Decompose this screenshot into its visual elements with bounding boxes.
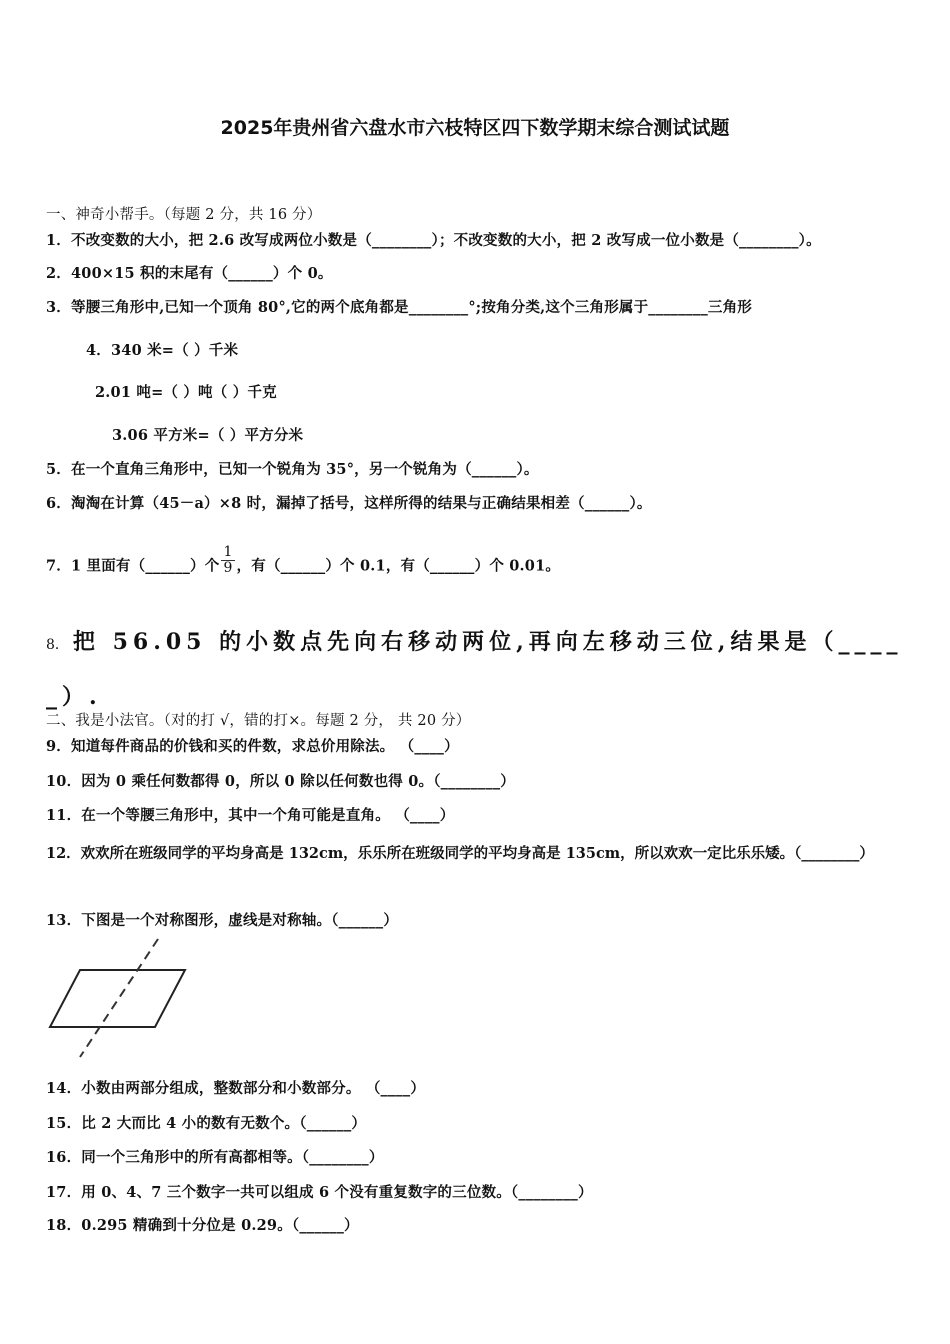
- fraction-one-ninth: [221, 545, 234, 576]
- question-18: 18．0.295 精确到十分位是 0.29。（______）: [46, 1217, 359, 1234]
- question-16: 16．同一个三角形中的所有高都相等。（________）: [46, 1149, 384, 1166]
- question-10: 10．因为 0 乘任何数都得 0，所以 0 除以任何数也得 0。（________）: [46, 773, 515, 790]
- question-8: [46, 616, 906, 723]
- question-5: 5．在一个直角三角形中，已知一个锐角为 35°，另一个锐角为（______）。: [46, 461, 539, 478]
- question-8-number: 8．: [46, 637, 69, 653]
- question-14: 14．小数由两部分组成，整数部分和小数部分。 （____）: [46, 1080, 426, 1097]
- question-7-part2: ，有（______）个 0.1，有（______）个 0.01。: [236, 557, 561, 575]
- page-title: 2025年贵州省六盘水市六枝特区四下数学期末综合测试试题: [220, 117, 730, 139]
- question-13: 13．下图是一个对称图形，虚线是对称轴。（______）: [46, 912, 399, 929]
- question-2: 2．400×15 积的末尾有（______）个 0。: [46, 265, 333, 282]
- parallelogram-shape: [50, 970, 185, 1027]
- question-3: 3．等腰三角形中,已知一个顶角 80°,它的两个底角都是________°;按角分类,这个三角形属于________三角形: [46, 299, 753, 316]
- section-1-header: 一、神奇小帮手。（每题 2 分，共 16 分）: [46, 207, 322, 223]
- question-4b: 2.01 吨=（ ）吨（ ）千克: [95, 384, 277, 401]
- question-6: 6．淘淘在计算（45－a）×8 时，漏掉了括号，这样所得的结果与正确结果相差（______）。: [46, 495, 652, 512]
- question-7: [46, 544, 561, 582]
- question-12: 12．欢欢所在班级同学的平均身高是 132cm，乐乐所在班级同学的平均身高是 135cm，所以欢欢一定比乐乐矮。（________）: [46, 845, 874, 862]
- section-2-header: 二、我是小法官。（对的打 √，错的打×。每题 2 分， 共 20 分）: [46, 713, 471, 729]
- question-11: 11．在一个等腰三角形中，其中一个角可能是直角。 （____）: [46, 807, 455, 824]
- parallelogram-figure: [40, 935, 200, 1060]
- question-15: 15．比 2 大而比 4 小的数有无数个。（______）: [46, 1115, 367, 1132]
- question-4c: 3.06 平方米=（ ）平方分米: [112, 427, 304, 444]
- question-1: 1．不改变数的大小，把 2.6 改写成两位小数是（________）；不改变数的大小，把 2 改写成一位小数是（________）。: [46, 232, 821, 249]
- fraction-denominator: 9: [223, 560, 233, 576]
- question-8-text: 把 56.05 的小数点先向右移动两位,再向左移动三位,结果是（_____）.: [46, 629, 903, 710]
- question-9: 9．知道每件商品的价钱和买的件数，求总价用除法。 （____）: [46, 738, 459, 755]
- fraction-numerator: 1: [223, 544, 233, 560]
- question-7-part1: 7．1 里面有（______）个: [46, 557, 220, 575]
- question-4a: 4．340 米=（ ）千米: [86, 342, 239, 359]
- question-17: 17．用 0、4、7 三个数字一共可以组成 6 个没有重复数字的三位数。（________）: [46, 1184, 593, 1201]
- symmetry-axis-dashed-line: [80, 939, 158, 1057]
